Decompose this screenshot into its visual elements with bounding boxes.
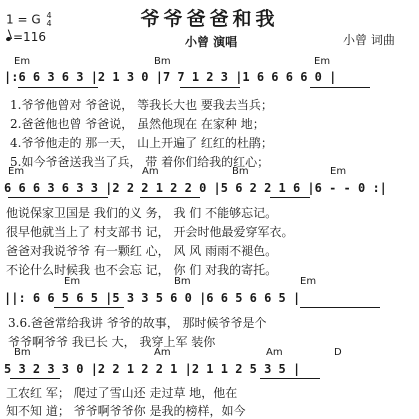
- lyric-line: 工农红 军； 爬过了雪山还 走过草 地，他在: [6, 386, 238, 400]
- chord-label: Am: [154, 347, 171, 358]
- beam-line: [300, 307, 380, 308]
- lyric-line: 爸爸对我说爷爷 有一颗红 心， 风 风 雨雨不褪色。: [6, 244, 278, 258]
- lyric-line: 爷爷啊爷爷 我已长 大， 我穿上军 装你: [8, 335, 216, 349]
- chord-label: Am: [142, 166, 159, 177]
- beam-line: [140, 197, 200, 198]
- notation-line: 6 6 6 3 6 3 3 |2 2 2 1 2 2 0 |5 6 2 2 1 6 |6 - - 0 :|: [4, 181, 387, 195]
- beam-line: [180, 87, 240, 88]
- chord-label: D: [334, 347, 342, 358]
- time-signature: [46, 12, 51, 28]
- chord-label: Em: [14, 56, 31, 67]
- quarter-note-icon: [5, 36, 11, 41]
- notation-line: |:6 6 3 6 3 |2 1 3 0 |7 7 1 2 3 |1 6 6 6 6 0 |: [4, 70, 337, 84]
- chord-label: Bm: [174, 276, 191, 287]
- beam-line: [10, 378, 60, 379]
- beam-line: [270, 197, 310, 198]
- singer-credit: 小曾 演唱: [185, 35, 238, 49]
- notation-line: 5 3 2 3 3 0 |2 2 1 2 2 1 |2 1 1 2 5 3 5 |: [4, 362, 301, 376]
- key-label: 1 = G: [6, 12, 41, 27]
- tempo-value: =116: [13, 30, 46, 44]
- lyricist-credit: 小曾 词曲: [343, 33, 395, 47]
- key-signature: [6, 12, 52, 28]
- chord-label: Am: [266, 347, 283, 358]
- chord-label: Bm: [232, 166, 249, 177]
- chord-label: Em: [300, 276, 317, 287]
- lyric-line: 很早他就当上了 村支部书 记， 开会时他最爱穿军衣。: [6, 225, 294, 239]
- lyric-line: 他说保家卫国是 我们的义 务， 我 们 不能够忘记。: [6, 206, 278, 220]
- chord-label: Em: [8, 166, 25, 177]
- song-title: 爷爷爸爸和我: [140, 8, 279, 30]
- beam-line: [54, 307, 124, 308]
- chord-label: Em: [64, 276, 81, 287]
- beam-line: [18, 87, 98, 88]
- beam-line: [310, 87, 370, 88]
- beam-line: [260, 378, 320, 379]
- lyric-line: 5.如今爷爸送我当了兵， 带 着你们给我的红心；: [10, 155, 270, 169]
- chord-label: Bm: [154, 56, 171, 67]
- chord-label: Bm: [14, 347, 31, 358]
- beam-line: [8, 197, 108, 198]
- notation-line: ||: 6 6 5 6 5 |5 3 3 5 6 0 |6 6 5 6 6 5 |: [4, 291, 301, 305]
- lyric-line: 1.爷爷他曾对 爷爸说， 等我长大也 要我去当兵；: [10, 98, 273, 112]
- tempo-marking: [6, 30, 46, 44]
- time-top: 4: [46, 11, 52, 20]
- lyric-line: 2.爸爸他也曾 爷爸说， 虽然他现在 在家种 地；: [10, 117, 265, 131]
- chord-label: Em: [314, 56, 331, 67]
- lyric-line: 3.6.爸爸常给我讲 爷爷的故事， 那时候爷爷是个: [8, 316, 267, 330]
- lyric-line: 知不知 道； 爷爷啊爷爷你 是我的榜样，如今: [6, 404, 246, 418]
- lyric-line: 不论什么时候我 也不会忘 记， 你 们 对我的寄托。: [6, 263, 278, 277]
- time-bottom: 4: [46, 19, 52, 28]
- chord-label: Em: [330, 166, 347, 177]
- lyric-line: 4.爷爷他走的 那一天， 山上开遍了 红红的杜鹃；: [10, 136, 273, 150]
